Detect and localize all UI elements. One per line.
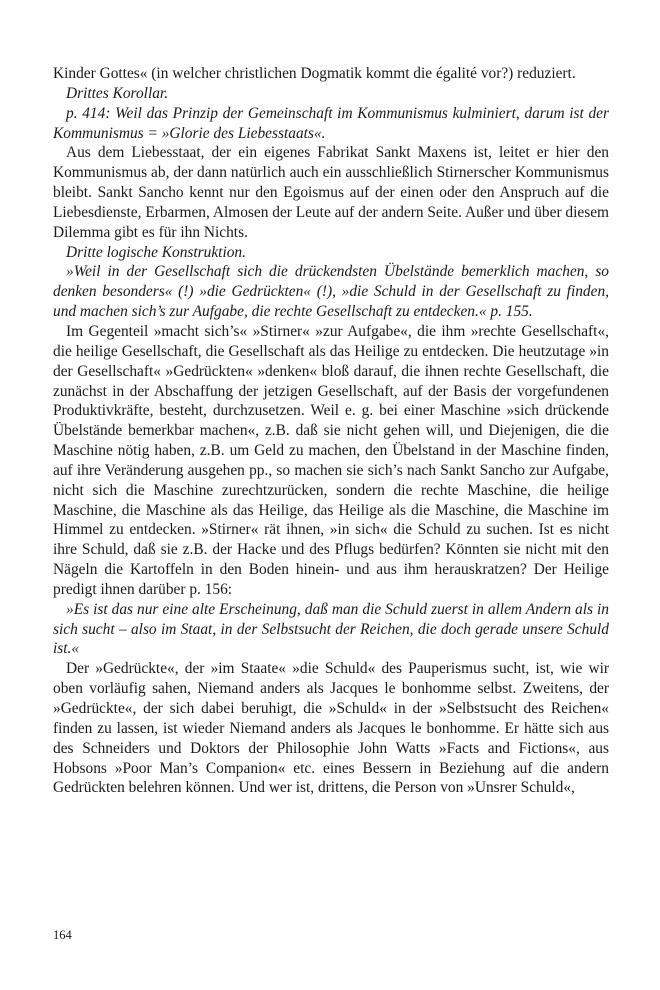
quote-p156: »Es ist das nur eine alte Erscheinung, daß man die Schuld zuerst in allem Andern als in sich sucht – also im Staat, in der Selbstsucht der Reichen, die doch gerade unsere Schuld ist.« (53, 600, 609, 658)
paragraph-der-gedrueckte: Der »Gedrückte«, der »im Staate« »die Schuld« des Pauperismus sucht, ist, wie wir oben vorläufig sahen, Niemand anders als Jacques le bonhomme selbst. Zweitens, der »Gedrückte«, der sich dabei beruhigt, die »Schuld« in der »Selbstsucht des Reichen« finden zu lassen, ist wieder Niemand anders als Jacques le bonhomme. Er hätte sich aus des Schneiders und Doktors der Philosophie John Watts »Facts and Fictions«, aus Hobsons »Poor Man’s Companion« etc. eines Bessern in Beziehung auf die andern Gedrückten belehren können. Und wer ist, drittens, die Person von »Unsrer Schuld«, (53, 660, 609, 797)
page-body (53, 64, 609, 798)
paragraph-im-gegenteil: Im Gegenteil »macht sich’s« »Stirner« »zur Aufgabe«, die ihm »rechte Gesellschaft«, die heilige Gesellschaft, die Gesellschaft als das Heilige zu entdecken. Die heutzutage »in der Gesellschaft« »Gedrückten« »denken« bloß darauf, die ihnen rechte Gesellschaft, die zunächst in der Abschaffung der jetzigen Gesellschaft, auf der Basis der vorgefundenen Produktivkräfte, besteht, durchzusetzen. Weil e. g. bei einer Maschine »sich drückende Übelstände bemerkbar machen«, z.B. daß sie nicht gehen will, und Diejenigen, die die Maschine nötig haben, z.B. um Geld zu machen, den Übelstand in der Maschine finden, auf ihre Veränderung ausgehen pp., so machen sie sich’s nach Sankt Sancho zur Aufgabe, nicht sich die Maschine zurechtzurücken, sondern die rechte Maschine, die heilige Maschine, die Maschine als das Heilige, das Heilige als die Maschine, die Maschine im Himmel zu entdecken. »Stirner« rät ihnen, »in sich« die Schuld zu suchen. Ist es nicht ihre Schuld, daß sie z.B. der Hacke und des Pflugs bedürfen? Könnten sie nicht mit den Nägeln die Kartoffeln in den Boden hinein- und aus ihm herauskratzen? Der Heilige predigt ihnen darüber p. 156: (53, 322, 609, 598)
heading-drittes-korollar: Drittes Korollar. (66, 84, 169, 102)
paragraph-continuation: Kinder Gottes« (in welcher christlichen Dogmatik kommt die égalité vor?) reduziert. (53, 65, 576, 82)
page-number: 164 (53, 928, 72, 942)
quote-p414: p. 414: Weil das Prinzip der Gemeinschaft im Kommunismus kulminiert, darum ist der Kommunismus = »Glorie des Liebesstaats«. (53, 104, 609, 142)
paragraph-liebesstaat: Aus dem Liebesstaat, der ein eigenes Fabrikat Sankt Maxens ist, leitet er hier den Kommunismus ab, der dann natürlich auch ein ausschließlich Stirnerscher Kommunismus bleibt. Sankt Sancho kennt nur den Egoismus auf der einen oder den Anspruch auf die Liebesdienste, Erbarmen, Almosen der Leute auf der andern Seite. Außer und über diesem Dilemma gibt es für ihn Nichts. (53, 144, 610, 241)
heading-dritte-logische-konstruktion: Dritte logische Konstruktion. (66, 243, 246, 261)
quote-p155: »Weil in der Gesellschaft sich die drückendsten Übelstände bemerklich machen, so denken besonders« (!) »die Gedrückten« (!), »die Schuld in der Gesellschaft zu finden, und machen sich’s zur Aufgabe, die rechte Gesellschaft zu entdecken.« p. 155. (53, 263, 609, 321)
